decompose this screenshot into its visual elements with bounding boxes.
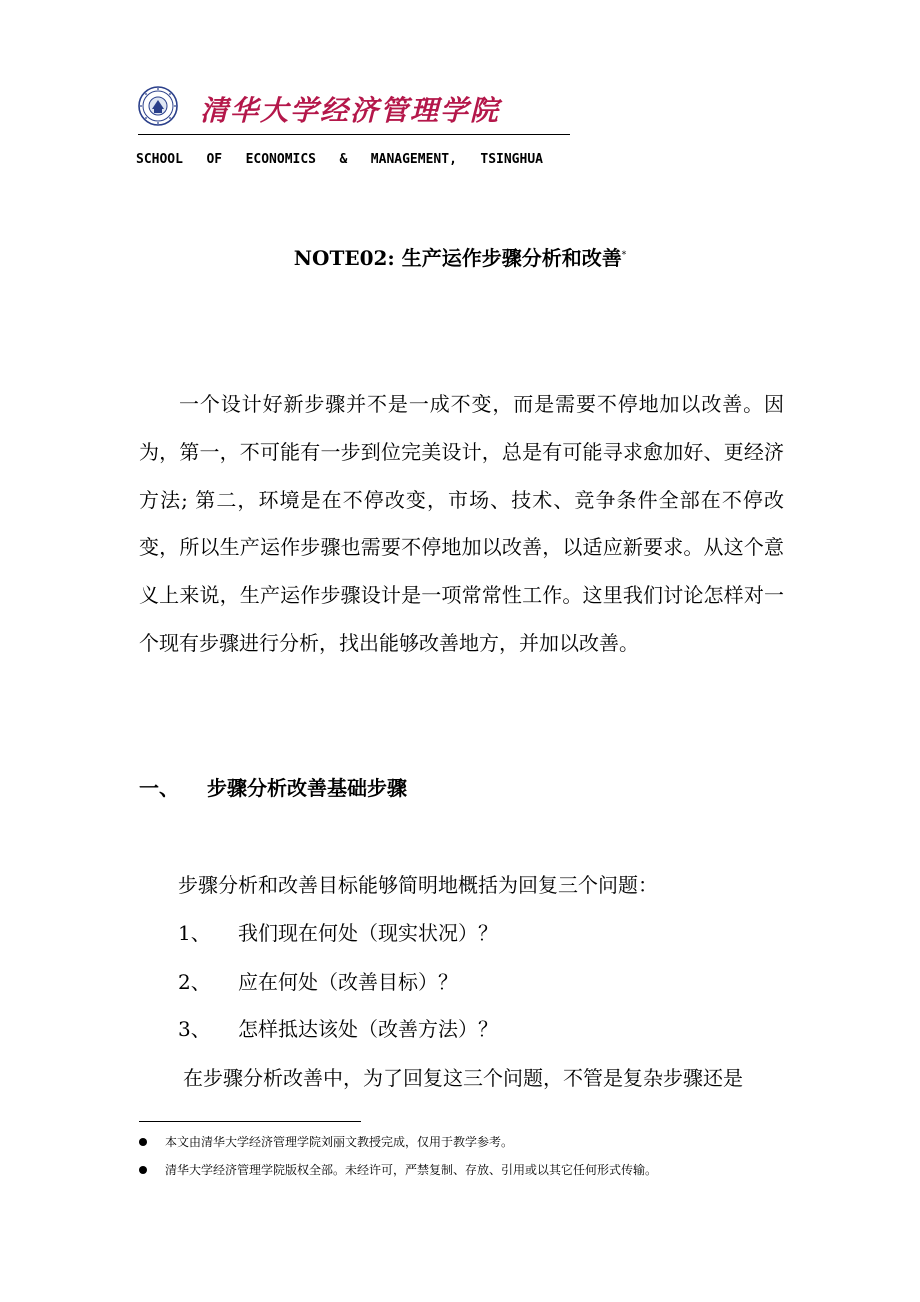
school-logo — [138, 86, 578, 130]
bullet-icon — [139, 1138, 147, 1146]
footnote-text: 本文由清华大学经济管理学院刘丽文教授完成，仅用于教学参考。 — [165, 1135, 514, 1149]
list-item-number: 1、 — [178, 921, 211, 945]
section-lead: 步骤分析和改善目标能够简明地概括为回复三个问题： — [178, 873, 658, 897]
list-item-number: 3、 — [178, 1017, 211, 1041]
list-item-text: 怎样抵达该处（改善方法）？ — [238, 1017, 498, 1041]
school-name-chinese-text: 清华大学经济管理学院 — [200, 94, 501, 127]
school-name-chinese — [200, 89, 500, 129]
list-item — [178, 966, 458, 995]
list-item-text: 应在何处（改善目标）？ — [238, 970, 458, 994]
list-item-text: 我们现在何处（现实状况）？ — [238, 921, 498, 945]
footnote-text: 清华大学经济管理学院版权全部。未经许可，严禁复制、存放、引用或以其它任何形式传输。 — [165, 1163, 658, 1177]
section-number: 一、 — [139, 776, 179, 800]
tsinghua-seal-icon — [138, 86, 178, 126]
footnote — [139, 1133, 513, 1150]
note-title-text: NOTE02: 生产运作步骤分析和改善 — [293, 246, 622, 270]
note-title — [0, 242, 920, 271]
list-item — [178, 1013, 498, 1042]
list-item-number: 2、 — [178, 970, 211, 994]
list-item — [178, 917, 498, 946]
school-name-english: SCHOOL OF ECONOMICS & MANAGEMENT, TSINGHUA — [136, 152, 543, 167]
bullet-icon — [139, 1166, 147, 1174]
section-title: 步骤分析改善基础步骤 — [207, 776, 407, 800]
section-heading — [139, 772, 407, 801]
intro-paragraph: 一个设计好新步骤并不是一成不变，而是需要不停地加以改善。因为，第一，不可能有一步到位完美设计，总是有可能寻求愈加好、更经济方法; 第二，环境是在不停改变，市场、技术、竞争条件全部在不停改变，所以生产运作步骤也需要不停地加以改善，以适应新要求。从这个意义上来说，生产运作步骤设计是一项常常性工作。这里我们讨论怎样对一个现有步骤进行分析，找出能够改善地方，并加以改善。 — [139, 392, 784, 655]
header-divider — [138, 134, 570, 135]
continuation-line: 在步骤分析改善中，为了回复这三个问题，不管是复杂步骤还是 — [183, 1066, 743, 1090]
footnote-divider — [139, 1121, 361, 1122]
footnote-marker: * — [621, 250, 627, 261]
footnote — [139, 1161, 657, 1178]
